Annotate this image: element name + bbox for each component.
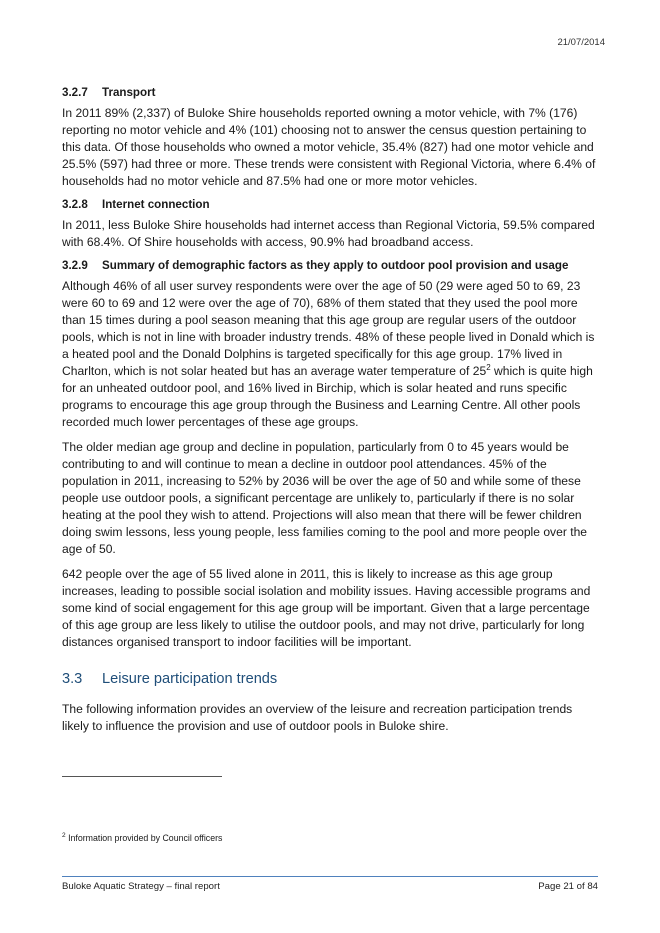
footnote-mark: 2 bbox=[62, 832, 66, 840]
heading-number: 3.2.7 bbox=[62, 86, 88, 99]
heading-number: 3.2.8 bbox=[62, 198, 88, 211]
heading-title: Leisure participation trends bbox=[102, 671, 278, 687]
header-date: 21/07/2014 bbox=[557, 37, 605, 48]
heading-3-2-9 bbox=[62, 259, 602, 272]
footnote-reference: 2 bbox=[486, 362, 491, 372]
footnote bbox=[62, 833, 222, 843]
heading-number: 3.3 bbox=[62, 671, 83, 687]
heading-3-3 bbox=[62, 671, 602, 687]
transport-paragraph: In 2011 89% (2,337) of Buloke Shire households reported owning a motor vehicle, with 7% (176) reporting no motor vehicle and 4% (101) choosing not to answer the census question pertaining to this data. Of those households who owned a motor vehicle, 35.4% (827) had one motor vehicle and 25.5% (597) had three or more. These trends were consistent with Regional Victoria, where 6.4% of households had no motor vehicle and 87.5% had one or more motor vehicles. bbox=[62, 106, 596, 188]
heading-number: 3.2.9 bbox=[62, 259, 88, 272]
main-content bbox=[62, 86, 602, 743]
internet-paragraph: In 2011, less Buloke Shire households had internet access than Regional Victoria, 59.5% compared with 68.4%. Of Shire households with access, 90.9% had broadband access. bbox=[62, 218, 595, 249]
summary-text-b: which is quite high for an unheated outdoor pool, and 16% lived in Birchip, which is solar heated and runs specific programs to encourage this age group through the Business and Learning Centre. All other pools recorded much lower percentages of these age groups. bbox=[62, 364, 593, 429]
footer-page-number: Page 21 of 84 bbox=[538, 881, 598, 892]
footer-title: Buloke Aquatic Strategy – final report bbox=[62, 881, 220, 892]
footer-divider bbox=[62, 876, 598, 877]
footnote-text: Information provided by Council officers bbox=[65, 833, 223, 843]
summary-text-a: Although 46% of all user survey respondents were over the age of 50 (29 were aged 50 to 69, 23 were 60 to 69 and 12 were over the age of 70), 68% of them stated that they used the pool more than 15 times during a pool season meaning that this age group are regular users of the outdoor pools, which is not in line with broader industry trends. 48% of these people lived in Donald which is a heated pool and the Donald Dolphins is targeted specifically for this age group. 17% lived in Charlton, which is not solar heated but has an average water temperature of 25 bbox=[62, 279, 595, 378]
footnote-divider bbox=[62, 776, 222, 777]
heading-title: Internet connection bbox=[102, 198, 210, 211]
heading-3-2-7 bbox=[62, 86, 602, 99]
heading-title: Summary of demographic factors as they apply to outdoor pool provision and usage bbox=[102, 259, 569, 272]
summary-paragraph-2: The older median age group and decline in population, particularly from 0 to 45 years would be contributing to and will continue to mean a decline in outdoor pool attendances. 45% of the population in 2011, increasing to 52% by 2036 will be over the age of 50 and while some of these people use outdoor pools, a significant percentage are unlikely to, particularly if there is no solar heating at the pool they wish to attend. Projections will also mean that there will be fewer children doing swim lessons, less young people, less families coming to the pool and more people over the age of 50. bbox=[62, 440, 588, 556]
leisure-paragraph: The following information provides an overview of the leisure and recreation participation trends likely to influence the provision and use of outdoor pools in Buloke shire. bbox=[62, 702, 573, 733]
heading-3-2-8 bbox=[62, 198, 602, 211]
summary-paragraph-1 bbox=[62, 278, 602, 431]
summary-paragraph-3: 642 people over the age of 55 lived alone in 2011, this is likely to increase as this age group increases, leading to possible social isolation and mobility issues. Having accessible programs and some kind of social engagement for this age group will be important. Given that a large percentage of this age group are less likely to utilise the outdoor pools, and may not drive, particularly for long distances organised transport to indoor facilities will be important. bbox=[62, 567, 591, 649]
heading-title: Transport bbox=[102, 86, 156, 99]
